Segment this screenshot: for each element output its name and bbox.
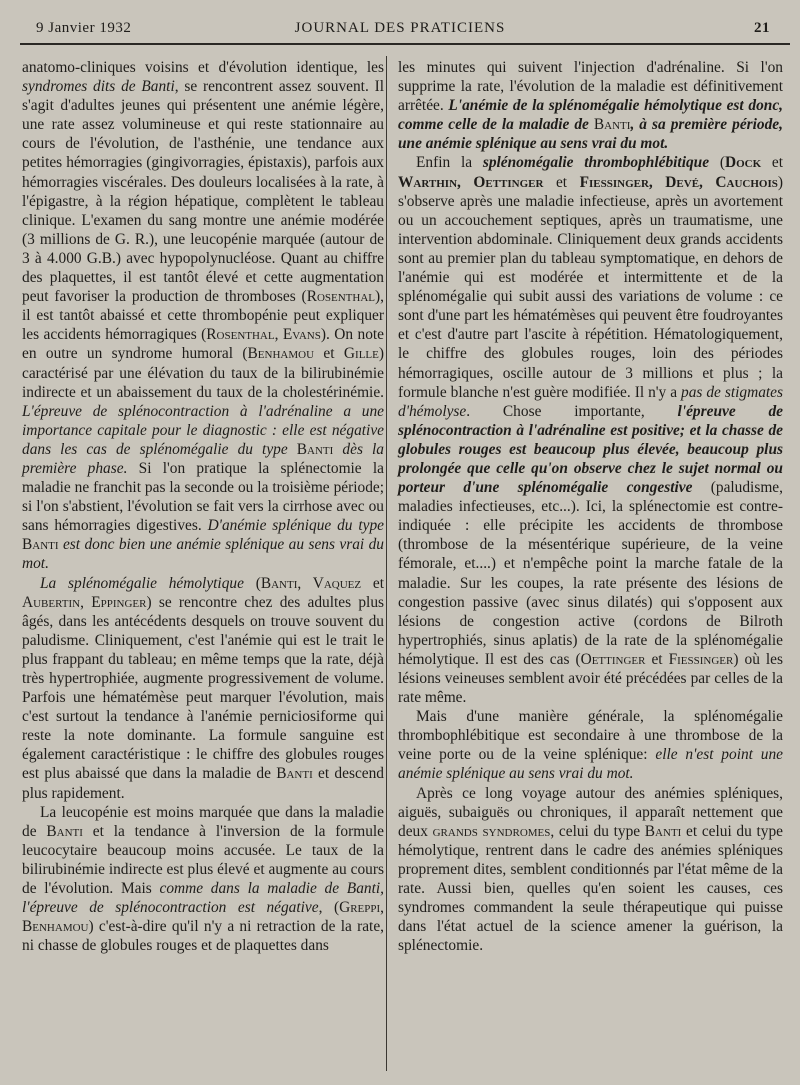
text-run: Benhamou: [247, 345, 315, 363]
text-run: Banti: [276, 765, 313, 783]
text-run: ) s'observe après une maladie infectieuse, après un avortement ou un accouchement septiques, après un traumatisme, une intervention abdominale. Cliniquement deux grands accidents sont au premier plan du tableau symptomatique, en dehors de l'anémie qui est modérée et intermittente et de la splénomégalie qui subit aussi des variations de volume : ce sont d'une part les hématémèses qui peuvent être foudroyantes et c'est d'autre part l'ascite à répétition. Hématologiquement, le chiffre des globules rouges, loin des périodes hémorragiques, oscille autour de 3 millions et plus ; la formule blanche n'est guère modifiée. Il n'y a: [398, 173, 784, 401]
text-run: D'anémie splénique du type: [207, 517, 384, 535]
text-run: grands syndromes: [432, 822, 551, 840]
text-run: ) se rencontre chez des adultes plus âgés, dans les antécédents desquels on trouve souvent du paludisme. Cliniquement, c'est l'anémie qui est le trait le plus frappant du tableau; en même temps que la rate, déjà très hypertrophiée, augmente progressivement de volume. Parfois une hématémèse peut marquer l'évolution, mais c'est surtout la tendance à l'anémie perniciosiforme qui reste la note dominante. La formule sanguine est également caractéristique : le chiffre des globules rouges est plus abaissé que dans la maladie de: [22, 593, 384, 783]
left-paragraph-1: [22, 58, 384, 574]
left-paragraph-2: [22, 574, 384, 803]
text-run: et la tendance à l'inversion de la formule leucocytaire beaucoup moins accusée. Le taux de la bilirubinémie indirecte est plus élevé et augmente au cours de l'évolution. Mais: [22, 822, 385, 898]
journal-title: JOURNAL DES PRATICIENS: [294, 20, 506, 36]
text-run: Banti: [22, 536, 59, 554]
text-run: et: [314, 345, 344, 363]
text-run: et descend plus rapidement.: [22, 765, 384, 802]
text-run: (: [243, 574, 261, 592]
text-run: elle n'est point une anémie splénique au sens vrai du mot.: [398, 746, 783, 783]
text-run: ). On note en outre un syndrome humoral (: [22, 326, 384, 363]
text-run: Mais d'une manière générale, la splénomégalie thrombophlébitique est secondaire à une thrombose de la veine porte ou de la veine splénique:: [398, 708, 783, 764]
text-run: , se rencontrent assez souvent. Il s'agit d'adultes jeunes qui présentent une anémie légère, une rate assez volumineuse et qui reste stationnaire au cours de l'évolution, de l'asthénie, une tendance aux petites hémorragies (gingivorragies, épistaxis), parfois aux hémorragies viscérales. Des douleurs localisées à la rate, à l'épigastre, à la région hépatique, complètent le tableau clinique. L'examen du sang montre une anémie modérée (3 millions de G. R.), une leucopénie marquée (autour de 3 à 4.000 G.B.) avec hypopolynucléose. Quant au chiffre des plaquettes, il est tantôt élevé et cette augmentation peut favoriser la production de thromboses (: [22, 78, 384, 306]
text-run: La splénomégalie hémolytique: [40, 574, 244, 592]
text-run: Dock: [724, 154, 762, 172]
right-paragraph-2: [398, 153, 783, 707]
text-run: (paludisme, maladies infectieuses, etc...). Ici, la splénectomie est contre-indiquée : elle précipite les accidents de thrombose (thrombose de la mésentérique supérieure, de la veine fémorale, et....) et n'empêche point la marche fatale de la maladie. Sur les coupes, la rate présente des lésions de congestion passive (avec sinus dilatés) qui s'opposent aux lésions de congestion active (cordons de Bilroth hypertrophiés, sinus aplatis) de la rate de la splénomégalie hémolytique. Il est des cas (: [398, 479, 783, 668]
text-run: Banti: [296, 440, 334, 458]
text-run: comme dans la maladie de Banti, l'épreuve de splénocontraction est négative: [22, 880, 384, 917]
text-run: Banti: [46, 822, 83, 840]
text-run: et: [761, 154, 783, 172]
text-run: , (: [318, 899, 340, 917]
page-number: 21: [754, 20, 770, 36]
right-column: [398, 58, 783, 955]
page-header: [0, 16, 800, 44]
text-run: syndromes dits de Banti: [22, 78, 175, 96]
text-run: ) caractérisé par une élévation du taux de la bilirubinémie indirecte et un abaissement du taux de la cholestérinémie.: [22, 345, 384, 401]
text-run: Rosenthal, Evans: [206, 326, 321, 344]
header-date: 9 Janvier 1932: [36, 20, 132, 36]
text-run: ), il est tantôt abaissé et cette thrombopénie peut expliquer les accidents hémorragiques (: [22, 288, 384, 344]
text-run: L'épreuve de splénocontraction à l'adrénaline a une importance capitale pour le diagnostic : elle est négative dans les cas de splénomégalie du type: [22, 402, 384, 458]
text-run: les minutes qui suivent l'injection d'adrénaline. Si l'on supprime la rate, l'évolution de la maladie est définitivement arrêtée.: [398, 59, 783, 115]
text-run: ) c'est-à-dire qu'il n'y a ni retraction de la rate, ni chasse de globules rouges et de plaquettes dans: [22, 918, 384, 955]
text-run: , celui du type: [550, 822, 645, 840]
right-paragraph-3: [398, 707, 783, 783]
text-run: Greppi, Benhamou: [22, 899, 385, 936]
text-run: dès la première phase.: [22, 440, 384, 477]
text-run: Warthin, Oettinger: [398, 173, 544, 191]
text-run: pas de stigmates d'hémolyse: [398, 383, 784, 420]
header-rule: [20, 43, 790, 45]
text-run: , à sa première période, une anémie splénique au sens vrai du mot.: [398, 116, 783, 153]
text-run: est donc bien une anémie splénique au sens vrai du mot.: [22, 536, 384, 573]
text-run: Fiessinger: [668, 650, 734, 668]
text-run: Banti, Vaquez: [260, 574, 362, 592]
text-run: Rosenthal: [306, 288, 376, 306]
right-paragraph-4: [398, 784, 783, 956]
text-run: Banti: [644, 822, 682, 840]
text-run: Banti: [593, 116, 631, 134]
text-run: Fiessinger, Devé, Cauchois: [579, 173, 778, 191]
text-run: Oettinger: [580, 650, 646, 668]
text-run: et: [361, 574, 384, 592]
text-run: L'anémie de la splénomégalie hémolytique est donc, comme celle de la maladie de: [398, 97, 784, 134]
text-run: l'épreuve de splénocontraction à l'adrénaline est positive; et la chasse de globules rouges est beaucoup plus élevée, beaucoup plus prolongée que celle qu'on observe chez le sujet normal ou porteur d'une splénomégalie congestive: [398, 402, 784, 497]
text-run: et: [543, 173, 580, 191]
text-run: Enfin la: [416, 154, 483, 172]
text-run: ) où les lésions veineuses semblent avoir été précédées par celles de la rate même.: [398, 650, 783, 707]
text-run: (: [709, 154, 725, 172]
right-paragraph-1: [398, 58, 783, 153]
text-run: Aubertin, Eppinger: [22, 593, 147, 611]
left-column: [22, 58, 384, 955]
left-paragraph-3: [22, 803, 384, 956]
text-run: . Chose importante,: [466, 402, 678, 420]
text-run: Après ce long voyage autour des anémies spléniques, aiguës, subaiguës ou chroniques, il apparaît nettement que deux: [398, 784, 783, 840]
text-run: et: [645, 650, 669, 668]
text-run: Si l'on pratique la splénectomie la maladie ne franchit pas la seconde ou la troisième période; si l'on s'abstient, l'évolution se fait vers la cirrhose avec ou sans hémorragies digestives.: [22, 459, 384, 535]
text-run: et celui du type hémolytique, rentrent dans le cadre des anémies spléniques proprement dites, semblent conditionnés par l'état même de la rate. Aussi bien, quelles qu'en soient les causes, ces syndromes commandent la seule thérapeutique qui puisse dans l'état actuel de la science amener la guérison, la splénectomie.: [398, 822, 784, 955]
text-run: La leucopénie est moins marquée que dans la maladie de: [22, 803, 384, 840]
text-run: Gille: [343, 345, 379, 363]
column-divider: [386, 56, 387, 1071]
text-run: anatomo-cliniques voisins et d'évolution identique, les: [22, 59, 384, 76]
text-run: splénomégalie thrombophlébitique: [482, 154, 710, 172]
